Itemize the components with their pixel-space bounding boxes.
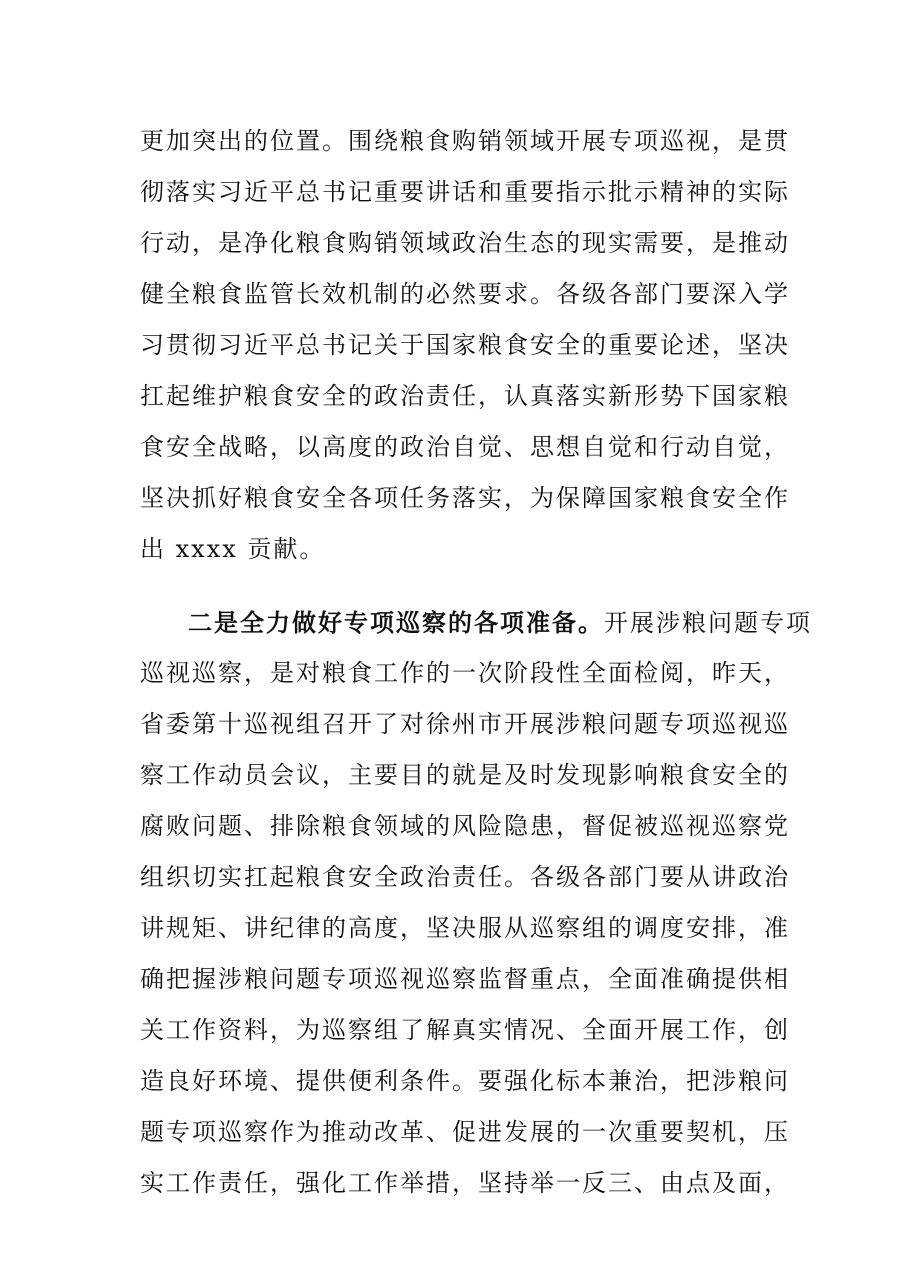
- paragraph-1-line: 彻落实习近平总书记重要讲话和重要指示批示精神的实际: [140, 178, 790, 206]
- paragraph-2-first-line: [140, 597, 812, 648]
- paragraph-1: [140, 116, 790, 575]
- paragraph-2-line: 关工作资料，为巡察组了解真实情况、全面开展工作，创: [140, 1016, 790, 1044]
- paragraph-1-line: 习贯彻习近平总书记关于国家粮食安全的重要论述，坚决: [140, 331, 790, 359]
- paragraph-2-line: 造良好环境、提供便利条件。要强化标本兼治，把涉粮问: [140, 1067, 790, 1095]
- paragraph-2-line: 实工作责任，强化工作举措，坚持举一反三、由点及面，: [140, 1169, 790, 1197]
- paragraph-gap: [140, 575, 770, 597]
- paragraph-1-line: 健全粮食监管长效机制的必然要求。各级各部门要深入学: [140, 280, 790, 308]
- paragraph-1-line: 更加突出的位置。围绕粮食购销领域开展专项巡视，是贯: [140, 127, 790, 155]
- paragraph-2-line: 腐败问题、排除粮食领域的风险隐患，督促被巡视巡察党: [140, 812, 790, 840]
- paragraph-1-line: 行动，是净化粮食购销领域政治生态的现实需要，是推动: [140, 229, 790, 257]
- paragraph-2-first-line-text: 开展涉粮问题专项: [604, 609, 812, 637]
- paragraph-1-line: 扛起维护粮食安全的政治责任，认真落实新形势下国家粮: [140, 382, 790, 410]
- paragraph-1-line: 出 xxxx 贡献。: [140, 535, 326, 563]
- paragraph-2-line: 省委第十巡视组召开了对徐州市开展涉粮问题专项巡视巡: [140, 710, 790, 738]
- paragraph-2-line: 题专项巡察作为推动改革、促进发展的一次重要契机，压: [140, 1118, 790, 1146]
- paragraph-2-line: 讲规矩、讲纪律的高度，坚决服从巡察组的调度安排，准: [140, 914, 790, 942]
- paragraph-2-heading: 二是全力做好专项巡察的各项准备。: [188, 608, 604, 637]
- paragraph-2: [140, 597, 812, 1209]
- paragraph-2-line: 确把握涉粮问题专项巡视巡察监督重点，全面准确提供相: [140, 965, 790, 993]
- paragraph-1-line: 食安全战略，以高度的政治自觉、思想自觉和行动自觉，: [140, 433, 790, 461]
- paragraph-2-line: 巡视巡察，是对粮食工作的一次阶段性全面检阅，昨天，: [140, 659, 790, 687]
- paragraph-1-line: 坚决抓好粮食安全各项任务落实，为保障国家粮食安全作: [140, 484, 790, 512]
- document-body: [140, 116, 812, 1209]
- paragraph-2-line: 组织切实扛起粮食安全政治责任。各级各部门要从讲政治: [140, 863, 790, 891]
- paragraph-2-line: 察工作动员会议，主要目的就是及时发现影响粮食安全的: [140, 761, 790, 789]
